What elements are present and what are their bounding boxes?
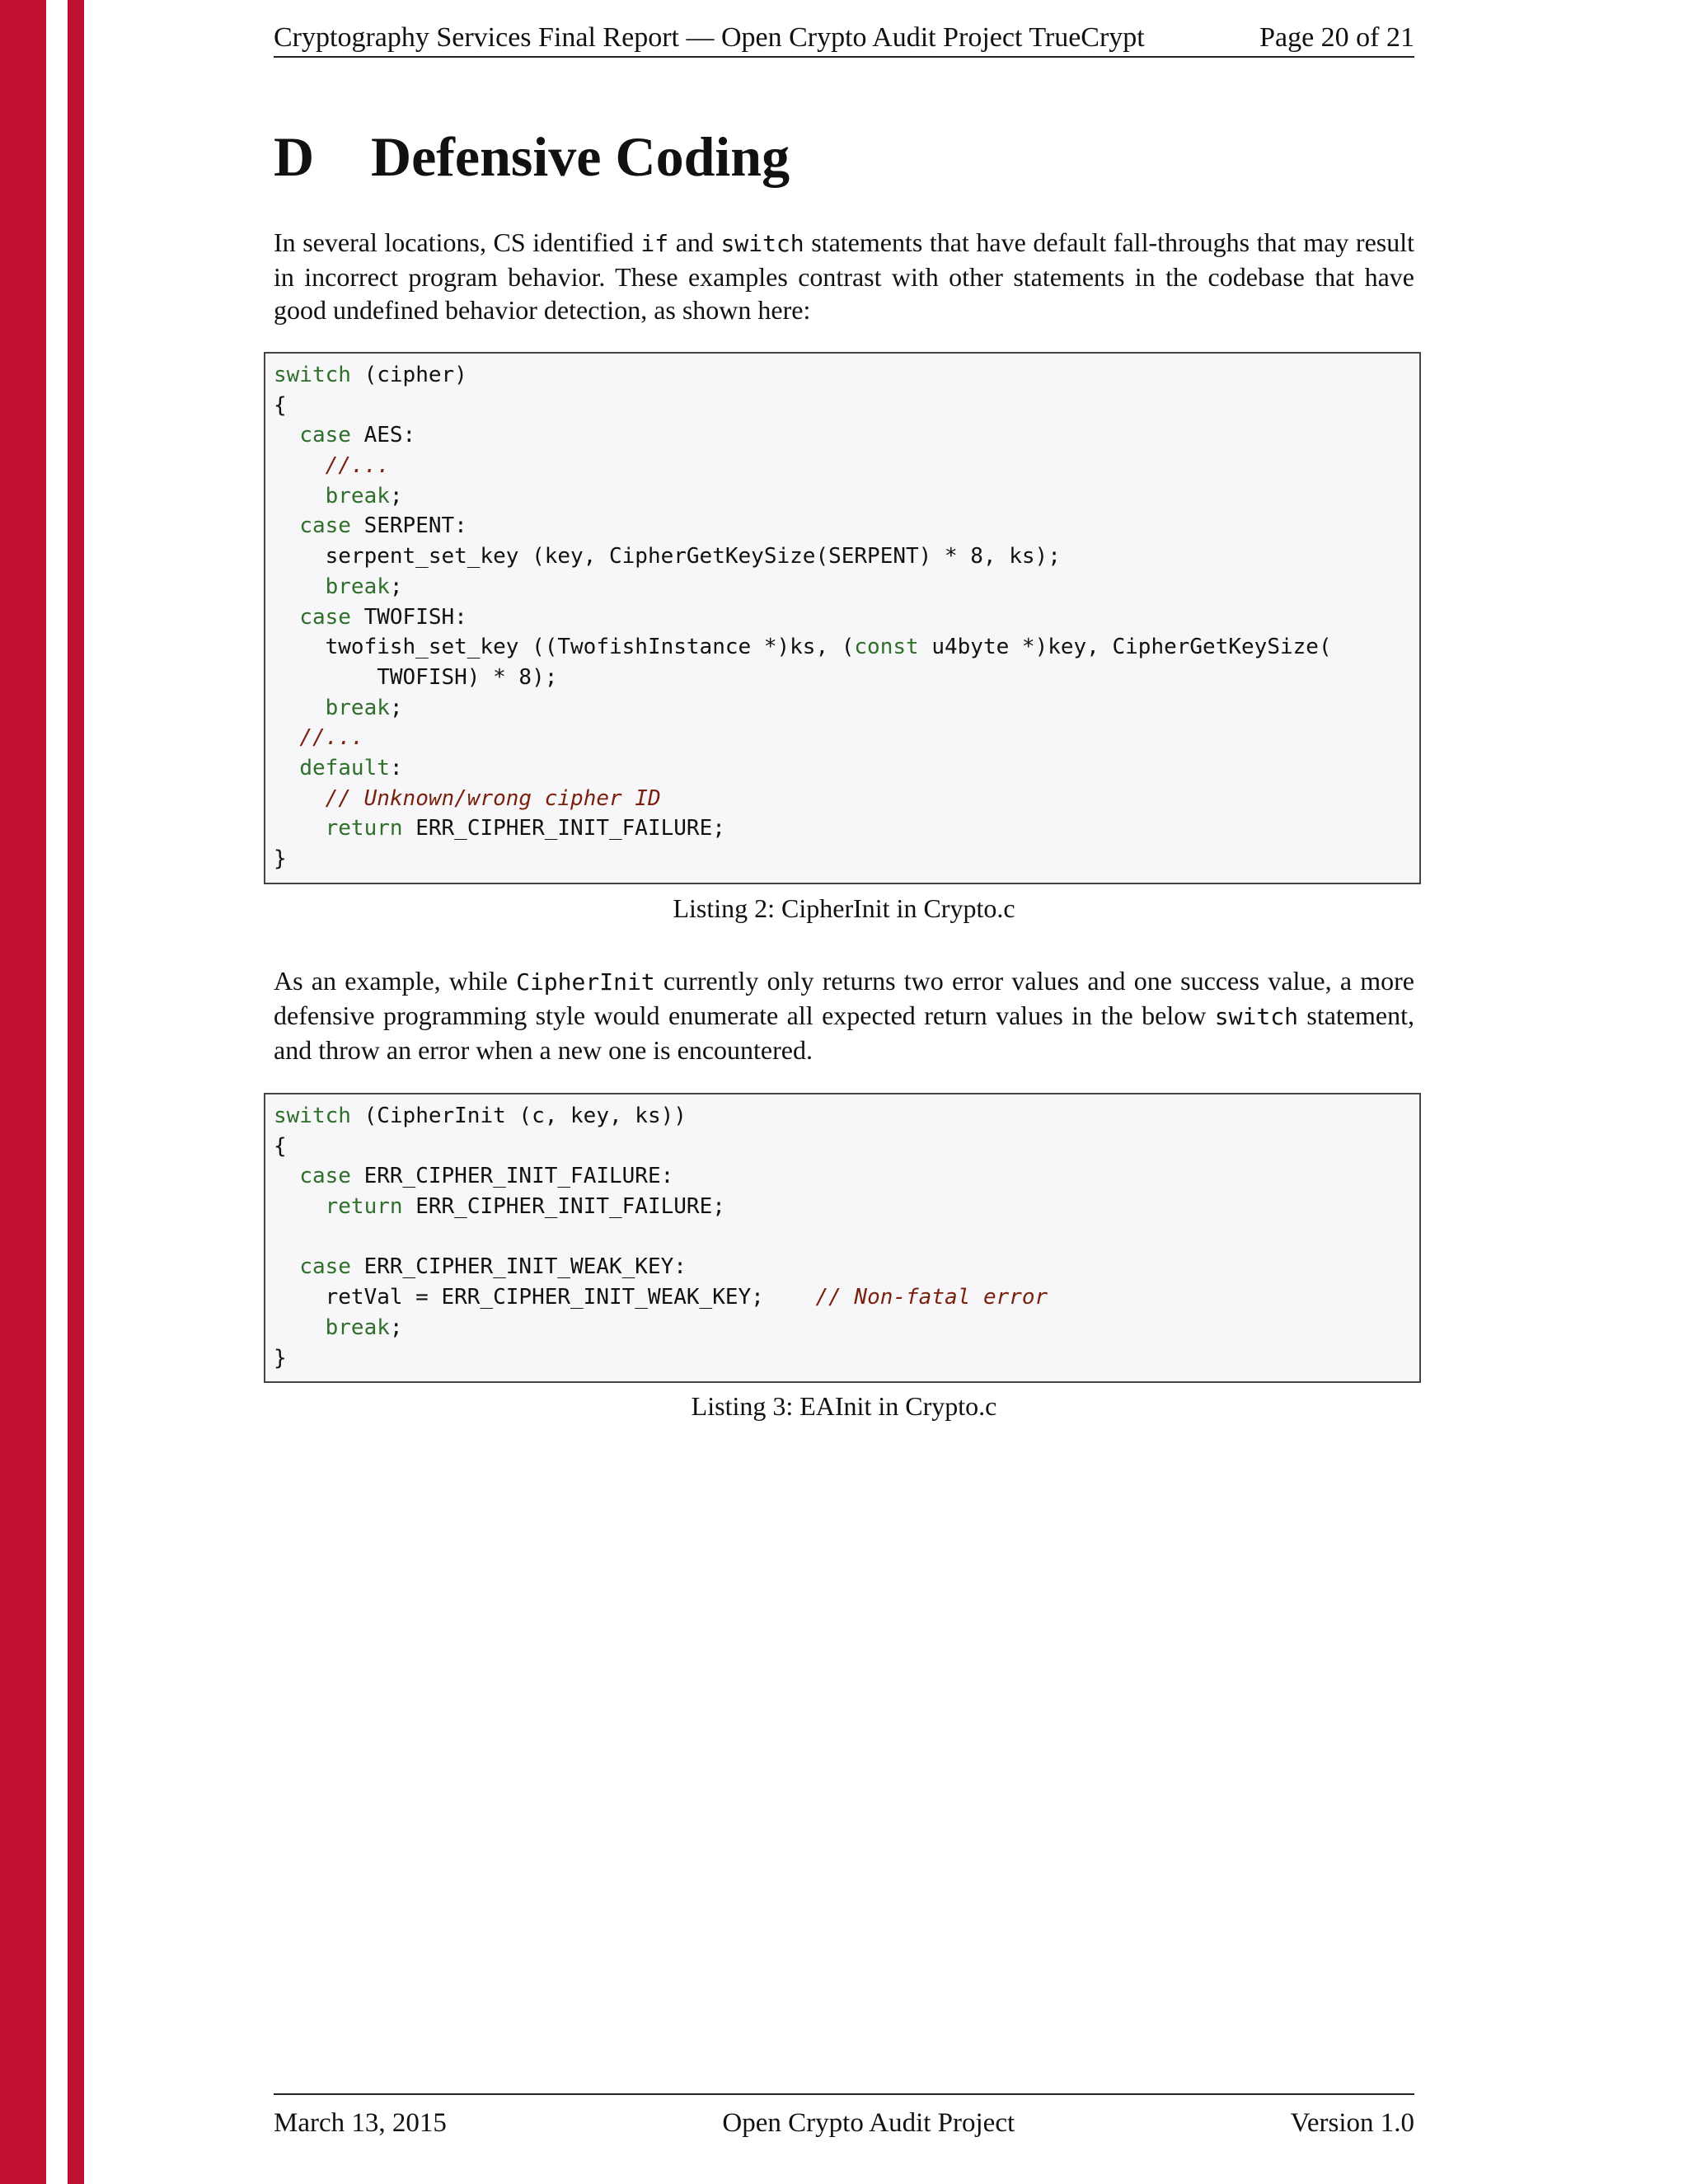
footer-date: March 13, 2015 [274, 2108, 447, 2138]
code-text: TWOFISH) * 8); [274, 664, 558, 690]
code-line [274, 360, 1419, 391]
code-line [274, 481, 1419, 512]
footer-organization: Open Crypto Audit Project [722, 2108, 1015, 2138]
listing-caption: Listing 2: CipherInit in Crypto.c [673, 893, 1015, 923]
code-line [274, 663, 1419, 693]
code-comment: // Unknown/wrong cipher ID [325, 785, 661, 811]
code-text [274, 605, 299, 630]
code-text [274, 756, 299, 780]
code-line [274, 753, 1419, 784]
code-text: ERR_CIPHER_INIT_FAILURE; [402, 816, 725, 841]
inline-code: if [640, 230, 669, 257]
code-line [274, 723, 1419, 753]
code-line [274, 1132, 1419, 1162]
code-keyword: break [325, 483, 390, 509]
code-text: retVal = ERR_CIPHER_INIT_WEAK_KEY; [274, 1285, 816, 1310]
header-title: Cryptography Services Final Report — Open Crypto Audit Project TrueCrypt [274, 22, 1145, 53]
code-text: TWOFISH: [350, 604, 467, 630]
code-text: { [274, 392, 287, 418]
code-line [274, 1282, 1419, 1313]
code-text: ; [389, 574, 403, 599]
code-keyword: case [299, 1164, 351, 1189]
code-text [274, 484, 326, 509]
paragraph-text: statements that have default fall-throughs that may result in incorrect program behavior. These examples contrast with other statements in the codebase that have good undefined behavior detection, as shown here: [274, 227, 1415, 325]
code-line [274, 1313, 1419, 1343]
code-text [274, 574, 326, 599]
code-text: } [274, 1345, 287, 1371]
code-text [274, 786, 326, 811]
code-keyword: case [299, 1254, 351, 1280]
code-keyword: switch [274, 1104, 351, 1128]
paragraph-text: statement, and throw an error when a new one is encountered. [274, 1001, 1415, 1065]
code-line [274, 1192, 1419, 1222]
code-line [274, 572, 1419, 602]
code-text: ; [389, 695, 403, 720]
code-listing-cipherinit [264, 352, 1421, 884]
code-comment: // Non-fatal error [815, 1285, 1048, 1310]
code-text: ; [389, 1315, 403, 1340]
code-text [274, 1254, 299, 1279]
paragraph-text: currently only returns two error values and one success value, a more defensive programming style would enumerate all expected return values in the below [274, 966, 1414, 1030]
code-text [274, 423, 299, 448]
running-footer [274, 2093, 1414, 2141]
code-line [274, 451, 1419, 481]
code-text: (CipherInit (c, key, ks)) [350, 1104, 687, 1128]
code-text [274, 513, 299, 538]
code-comment: //... [299, 725, 364, 751]
code-text [274, 1164, 299, 1188]
code-text: ERR_CIPHER_INIT_FAILURE; [402, 1194, 725, 1220]
code-text: { [274, 1133, 287, 1159]
code-line [274, 1252, 1419, 1282]
code-text: ERR_CIPHER_INIT_FAILURE: [350, 1164, 674, 1189]
code-line [274, 391, 1419, 421]
code-comment: //... [325, 453, 390, 479]
code-text: ERR_CIPHER_INIT_WEAK_KEY: [350, 1254, 687, 1280]
code-keyword: case [299, 423, 351, 448]
code-text [274, 1194, 326, 1219]
example-paragraph [274, 964, 1414, 1066]
inline-code: switch [720, 230, 804, 257]
code-keyword: return [325, 816, 403, 841]
listing-caption: Listing 3: EAInit in Crypto.c [691, 1391, 997, 1421]
code-keyword: break [325, 695, 390, 720]
header-page-number: Page 20 of 21 [1259, 22, 1414, 53]
paragraph-text: In several locations, CS identified [274, 227, 641, 257]
code-text [274, 1315, 326, 1340]
left-margin-stripe-wide [0, 0, 46, 2184]
code-line [274, 813, 1419, 844]
paragraph-text: As an example, while [274, 966, 517, 996]
code-text: : [389, 755, 403, 780]
code-text: ; [389, 483, 403, 509]
code-line [274, 632, 1419, 663]
code-line [274, 511, 1419, 541]
code-line [274, 1161, 1419, 1192]
section-title: Defensive Coding [371, 125, 790, 188]
code-text [274, 453, 326, 478]
code-keyword: break [325, 574, 390, 599]
code-keyword: break [325, 1315, 390, 1340]
code-text: } [274, 846, 287, 871]
inline-code: switch [1214, 1003, 1298, 1030]
code-text: twofish_set_key ((TwofishInstance *)ks, ( [274, 635, 855, 660]
code-line [274, 693, 1419, 724]
code-keyword: default [299, 755, 390, 780]
footer-version: Version 1.0 [1290, 2108, 1414, 2138]
code-text [274, 696, 326, 720]
code-line [274, 1101, 1419, 1132]
code-line [274, 420, 1419, 451]
inline-code: CipherInit [516, 968, 655, 996]
code-keyword: return [325, 1194, 403, 1220]
code-keyword: switch [274, 363, 351, 387]
code-keyword: case [299, 513, 351, 539]
code-text: AES: [350, 423, 416, 448]
code-line [274, 1343, 1419, 1374]
code-text: SERPENT: [350, 513, 467, 539]
code-line [274, 844, 1419, 874]
code-line [274, 1222, 1419, 1253]
code-text: (cipher) [350, 363, 467, 387]
section-heading [274, 122, 790, 191]
intro-paragraph [274, 226, 1414, 326]
code-text [274, 725, 299, 750]
code-line [274, 784, 1419, 814]
code-text [274, 816, 326, 841]
code-text: u4byte *)key, CipherGetKeySize( [918, 635, 1332, 660]
paragraph-text: and [668, 227, 721, 257]
left-margin-stripe-narrow [68, 0, 84, 2184]
code-listing-eainit [264, 1093, 1421, 1383]
code-keyword: case [299, 604, 351, 630]
section-letter: D [274, 125, 315, 188]
code-line [274, 602, 1419, 633]
code-text: serpent_set_key (key, CipherGetKeySize(SERPENT) * 8, ks); [274, 544, 1061, 569]
code-line [274, 541, 1419, 572]
code-keyword: const [854, 635, 919, 660]
running-header [274, 18, 1414, 58]
